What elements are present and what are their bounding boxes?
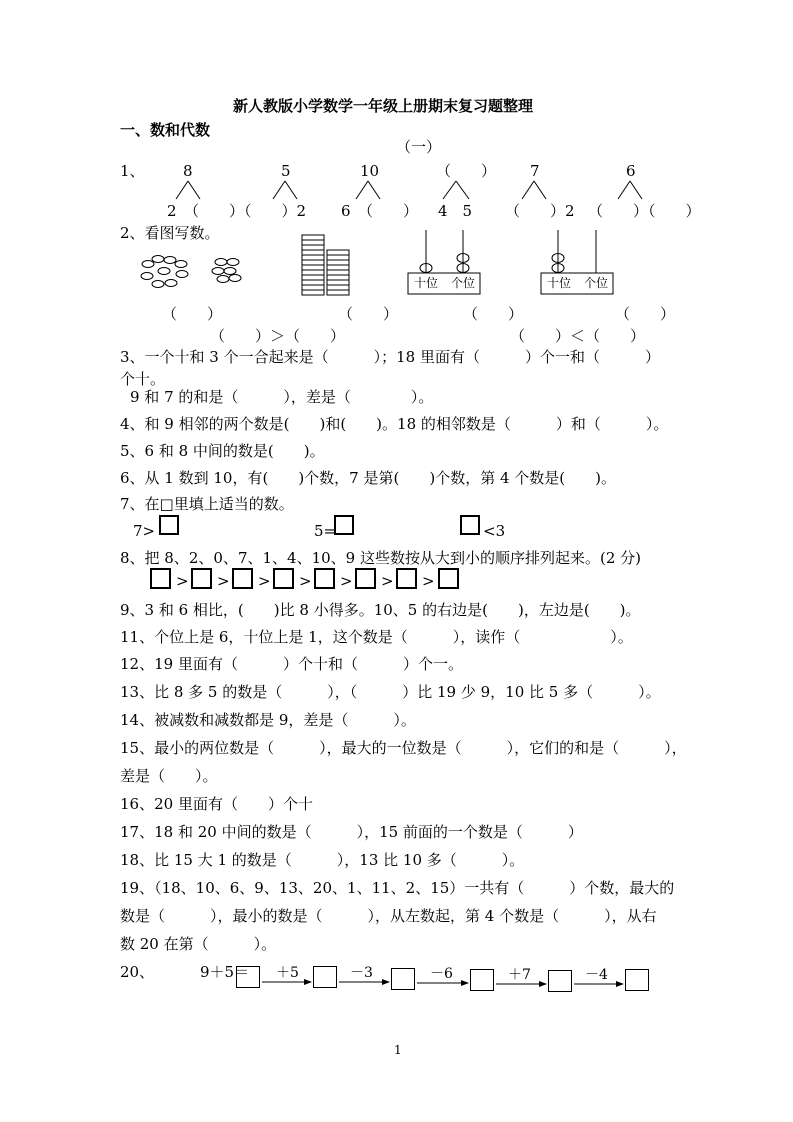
q1-top-6: 6 xyxy=(626,162,636,180)
q1-bottom-c: 4 5 xyxy=(438,202,473,220)
q1-top-3: 10 xyxy=(360,162,380,180)
q7-b-text: 5= xyxy=(314,522,337,540)
q5: 5、6 和 8 中间的数是( )。 xyxy=(120,442,325,460)
q2-blank-1[interactable]: （ ） xyxy=(162,305,223,323)
abacus-right-ten-label: 十位 xyxy=(547,276,572,290)
q1-top-4: （ ） xyxy=(436,162,497,180)
q3-line-2: 个十。 xyxy=(120,370,166,388)
q8-gt-2: > xyxy=(217,572,230,590)
q6: 6、从 1 数到 10，有( )个数，7 是第( )个数，第 4 个数是( )。 xyxy=(120,469,616,487)
q8-gt-3: > xyxy=(258,572,271,590)
q18: 18、比 15 大 1 的数是（ ），13 比 10 多（ ）。 xyxy=(120,851,525,869)
q13: 13、比 8 多 5 的数是（ ），（ ）比 19 少 9，10 比 5 多（ ）。 xyxy=(120,683,661,701)
q3-line-1: 3、一个十和 3 个一合起来是（ ）；18 里面有（ ）个一和（ ） xyxy=(120,348,660,366)
q1-top-5: 7 xyxy=(530,162,540,180)
q1-bottom-b: 6 （ ） xyxy=(341,202,419,220)
subsection-heading: （一） xyxy=(396,138,442,156)
section-heading: 一、数和代数 xyxy=(120,121,211,139)
q2-blank-2[interactable]: （ ） xyxy=(338,305,399,323)
q20-label: 20、 xyxy=(120,963,155,981)
q11: 11、个位上是 6，十位上是 1，这个数是（ ），读作（ ）。 xyxy=(120,628,633,646)
q20-start-expression: 9＋5＝ xyxy=(200,963,250,981)
q8-label: 8、把 8、2、0、7、1、4、10、9 这些数按从大到小的顺序排列起来。(2 分) xyxy=(120,549,641,567)
q2-blank-3[interactable]: （ ） xyxy=(463,305,524,323)
q19-line-2: 数是（ ），最小的数是（ ），从左数起，第 4 个数是（ ），从右 xyxy=(120,907,657,925)
abacus-left-one-label: 个位 xyxy=(451,276,476,290)
q1-top-2: 5 xyxy=(281,162,291,180)
q20-op-1: ＋5 xyxy=(276,965,299,981)
q20-op-4: ＋7 xyxy=(508,967,531,983)
page-number: 1 xyxy=(394,1043,402,1057)
q8-gt-5: > xyxy=(340,572,353,590)
q16: 16、20 里面有（ ）个十 xyxy=(120,795,313,813)
q8-gt-4: > xyxy=(299,572,312,590)
q2-label: 2、看图写数。 xyxy=(120,224,220,242)
q20-op-2: －3 xyxy=(350,965,373,981)
q8-gt-1: > xyxy=(176,572,189,590)
q20-op-3: －6 xyxy=(430,966,453,982)
q7-label: 7、在□里填上适当的数。 xyxy=(120,495,294,513)
abacus-right-one-label: 个位 xyxy=(584,276,609,290)
q2-compare-left[interactable]: （ ）＞（ ） xyxy=(210,327,346,345)
q14: 14、被减数和减数都是 9，差是（ ）。 xyxy=(120,711,416,729)
q17: 17、18 和 20 中间的数是（ ），15 前面的一个数是（ ） xyxy=(120,823,583,841)
q8-gt-6: > xyxy=(381,572,394,590)
q1-label: 1、 xyxy=(120,162,145,180)
q1-bottom-a: 2 （ ）（ ）2 xyxy=(167,202,307,220)
q4: 4、和 9 相邻的两个数是( )和( )。18 的相邻数是（ ）和（ ）。 xyxy=(120,415,669,433)
q1-bottom-d: （ ）2 xyxy=(505,202,575,220)
q1-top-1: 8 xyxy=(183,162,193,180)
q20-op-5: －4 xyxy=(585,967,608,983)
q7-c-text: <3 xyxy=(483,522,506,540)
q7-a-text: 7> xyxy=(133,522,156,540)
page-title: 新人教版小学数学一年级上册期末复习题整理 xyxy=(233,97,534,115)
q2-blank-4[interactable]: （ ） xyxy=(615,305,676,323)
q1-bottom-e: （ ）（ ） xyxy=(588,202,701,220)
q15-line-2: 差是（ ）。 xyxy=(120,767,218,785)
q12: 12、19 里面有（ ）个十和（ ）个一。 xyxy=(120,655,463,673)
q19-line-3: 数 20 在第（ ）。 xyxy=(120,935,277,953)
q19-line-1: 19、（18、10、6、9、13、20、1、11、2、15）一共有（ ）个数，最大的 xyxy=(120,879,675,897)
q2-compare-right[interactable]: （ ）＜（ ） xyxy=(510,327,646,345)
q15-line-1: 15、最小的两位数是（ ），最大的一位数是（ ），它们的和是（ ）， xyxy=(120,739,687,757)
q3-line-3: 9 和 7 的和是（ ），差是（ ）。 xyxy=(130,388,434,406)
q8-gt-7: > xyxy=(422,572,435,590)
q9: 9、3 和 6 相比，( )比 8 小得多。10、5 的右边是( )，左边是( )。 xyxy=(120,601,641,619)
abacus-left-ten-label: 十位 xyxy=(414,276,439,290)
